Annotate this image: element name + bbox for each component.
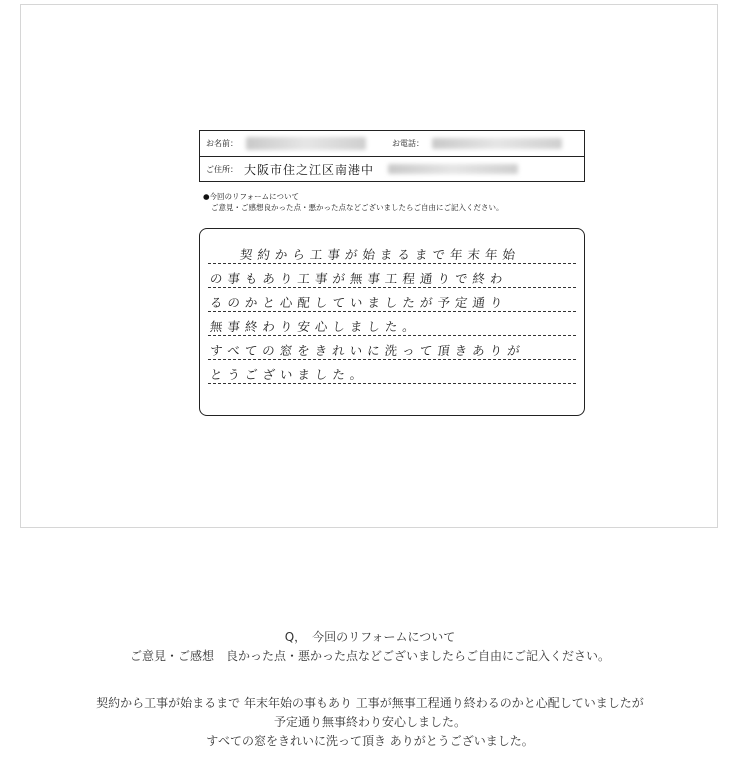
name-phone-row xyxy=(200,131,584,157)
question-line: Q， 今回のリフォームについて xyxy=(284,630,456,644)
handwriting-line: 無事終わり安心しました。 xyxy=(209,319,421,334)
address-label: ご住所： xyxy=(206,165,238,174)
phone-redacted xyxy=(432,138,562,149)
answer-line: 予定通り無事終わり安心しました。 xyxy=(273,715,466,729)
handwritten-comment-box xyxy=(199,228,585,416)
handwriting-line: るのかと心配していましたが予定通り xyxy=(209,295,509,310)
card-prompt-line2: ご意見・ご感想良かった点・悪かった点などございましたらご自由にご記入ください。 xyxy=(211,203,504,212)
handwriting-line: とうございました。 xyxy=(209,367,369,382)
customer-info-table xyxy=(199,130,585,182)
questionnaire-card xyxy=(199,130,585,416)
answer-block xyxy=(0,694,740,751)
ruled-line xyxy=(208,335,576,336)
phone-label: お電話： xyxy=(392,139,424,148)
card-prompt-line1: ●今回のリフォームについて xyxy=(203,192,300,201)
answer-line: 契約から工事が始まるまで 年末年始の事もあり 工事が無事工程通り終わるのかと心配していましたが xyxy=(96,696,644,710)
address-handwritten: 大阪市住之江区南港中 xyxy=(244,163,375,177)
ruled-line xyxy=(208,311,576,312)
address-redacted xyxy=(388,164,518,174)
ruled-line xyxy=(208,287,576,288)
name-label: お名前： xyxy=(206,139,238,148)
ruled-line xyxy=(208,359,576,360)
address-row xyxy=(200,156,584,181)
question-block xyxy=(0,628,740,666)
card-prompt xyxy=(203,191,504,213)
photo-frame xyxy=(20,4,718,528)
handwriting-line: すべての窓をきれいに洗って頂きありが xyxy=(209,343,526,358)
answer-line: すべての窓をきれいに洗って頂き ありがとうございました。 xyxy=(206,734,534,748)
name-redacted xyxy=(246,137,366,150)
handwriting-line: 契約から工事が始まるまで年末年始 xyxy=(239,247,521,262)
handwriting-line: の事もあり工事が無事工程通りで終わ xyxy=(209,271,509,286)
ruled-line xyxy=(208,383,576,384)
ruled-line xyxy=(208,263,576,264)
question-line: ご意見・ご感想 良かった点・悪かった点などございましたらご自由にご記入ください。 xyxy=(129,649,610,663)
